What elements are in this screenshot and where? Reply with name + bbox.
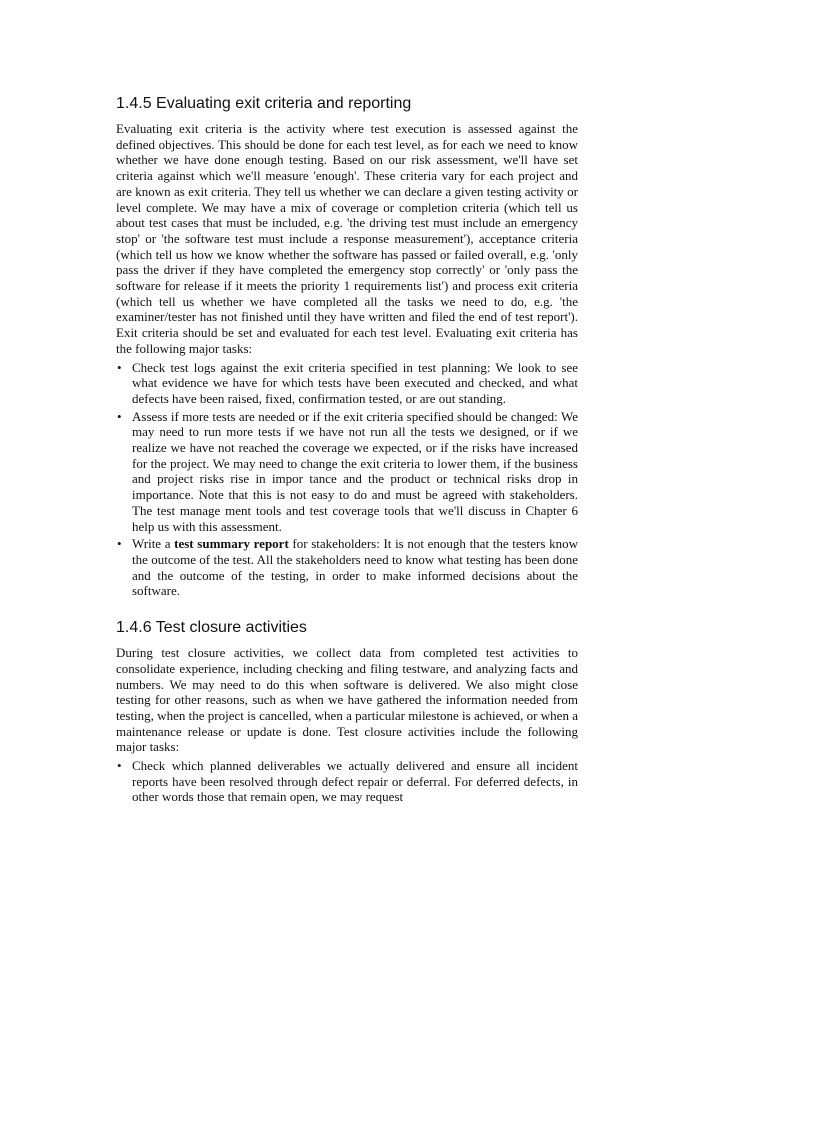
list-item-text: for stakeholders: It is not enough that the testers know the outcome of the test. All the stakeholders need to know what testing has been done and the outcome of the testing, in order to make informed decisions about the software. [132,536,578,599]
list-item: • Check test logs against the exit criteria specified in test planning: We look to see what evidence we have for which tests have been executed and checked, and what defects have been raised, fixed, confirmation tested, or are out standing. [116,360,578,407]
section-heading-1-4-6: 1.4.6 Test closure activities [116,619,307,637]
section-heading-1-4-5: 1.4.5 Evaluating exit criteria and reporting [116,95,412,112]
list-item: • Assess if more tests are needed or if the exit criteria specified should be changed: We may need to run more tests if we have not run all the tests we designed, or if we realize we have not reached the coverage we expected, or if the risks have increased for the project. We may need to change the exit criteria to lower them, if the business and project risks rise in impor tance and the product or technical risks drop in importance. Note that this is not easy to do and must be agreed with stakeholders. The test manage ment tools and test coverage tools that we'll discuss in Chapter 6 help us with this assessment. [116,409,578,535]
list-item [116,536,578,599]
section-1-4-6-intro: During test closure activities, we collect data from completed test activities to consolidate experience, including checking and filing testware, and analyzing facts and numbers. We may need to do this when software is delivered. We also might close testing for other reasons, such as when we have gathered the information needed from testing, when the project is cancelled, when a particular milestone is achieved, or when a maintenance release or update is done. Test closure activities include the following major tasks: [116,645,578,755]
key-term: test summary report [174,536,289,552]
document-page [116,94,578,807]
list-item-text: Write a [132,536,175,552]
section-1-4-5-intro: Evaluating exit criteria is the activity where test execution is assessed against the defined objectives. This should be done for each test level, as for each we need to know whether we have done enough testing. Based on our risk assessment, we'll have set criteria against which we'll measure 'enough'. These criteria vary for each project and are known as exit criteria. They tell us whether we can declare a given testing activity or level complete. We may have a mix of coverage or completion criteria (which tell us about test cases that must be included, e.g. 'the driving test must include an emergency stop' or 'the software test must include a response measurement'), acceptance criteria (which tell us how we know whether the software has passed or failed overall, e.g. 'only pass the driver if they have completed the emergency stop correctly' or 'only pass the software for release if it meets the priority 1 requirements list') and process exit criteria (which tell us whether we have completed all the tasks we need to do, e.g. 'the examiner/tester has not finished until they have written and filed the end of test report'). Exit criteria should be set and evaluated for each test level. Evaluating exit criteria has the following major tasks: [116,121,578,356]
section-1-4-6-task-list [116,758,578,805]
list-item: • Check which planned deliverables we actually delivered and ensure all incident reports have been resolved through defect repair or deferral. For deferred defects, in other words those that remain open, we may request [116,758,578,805]
section-1-4-5-task-list [116,360,578,600]
